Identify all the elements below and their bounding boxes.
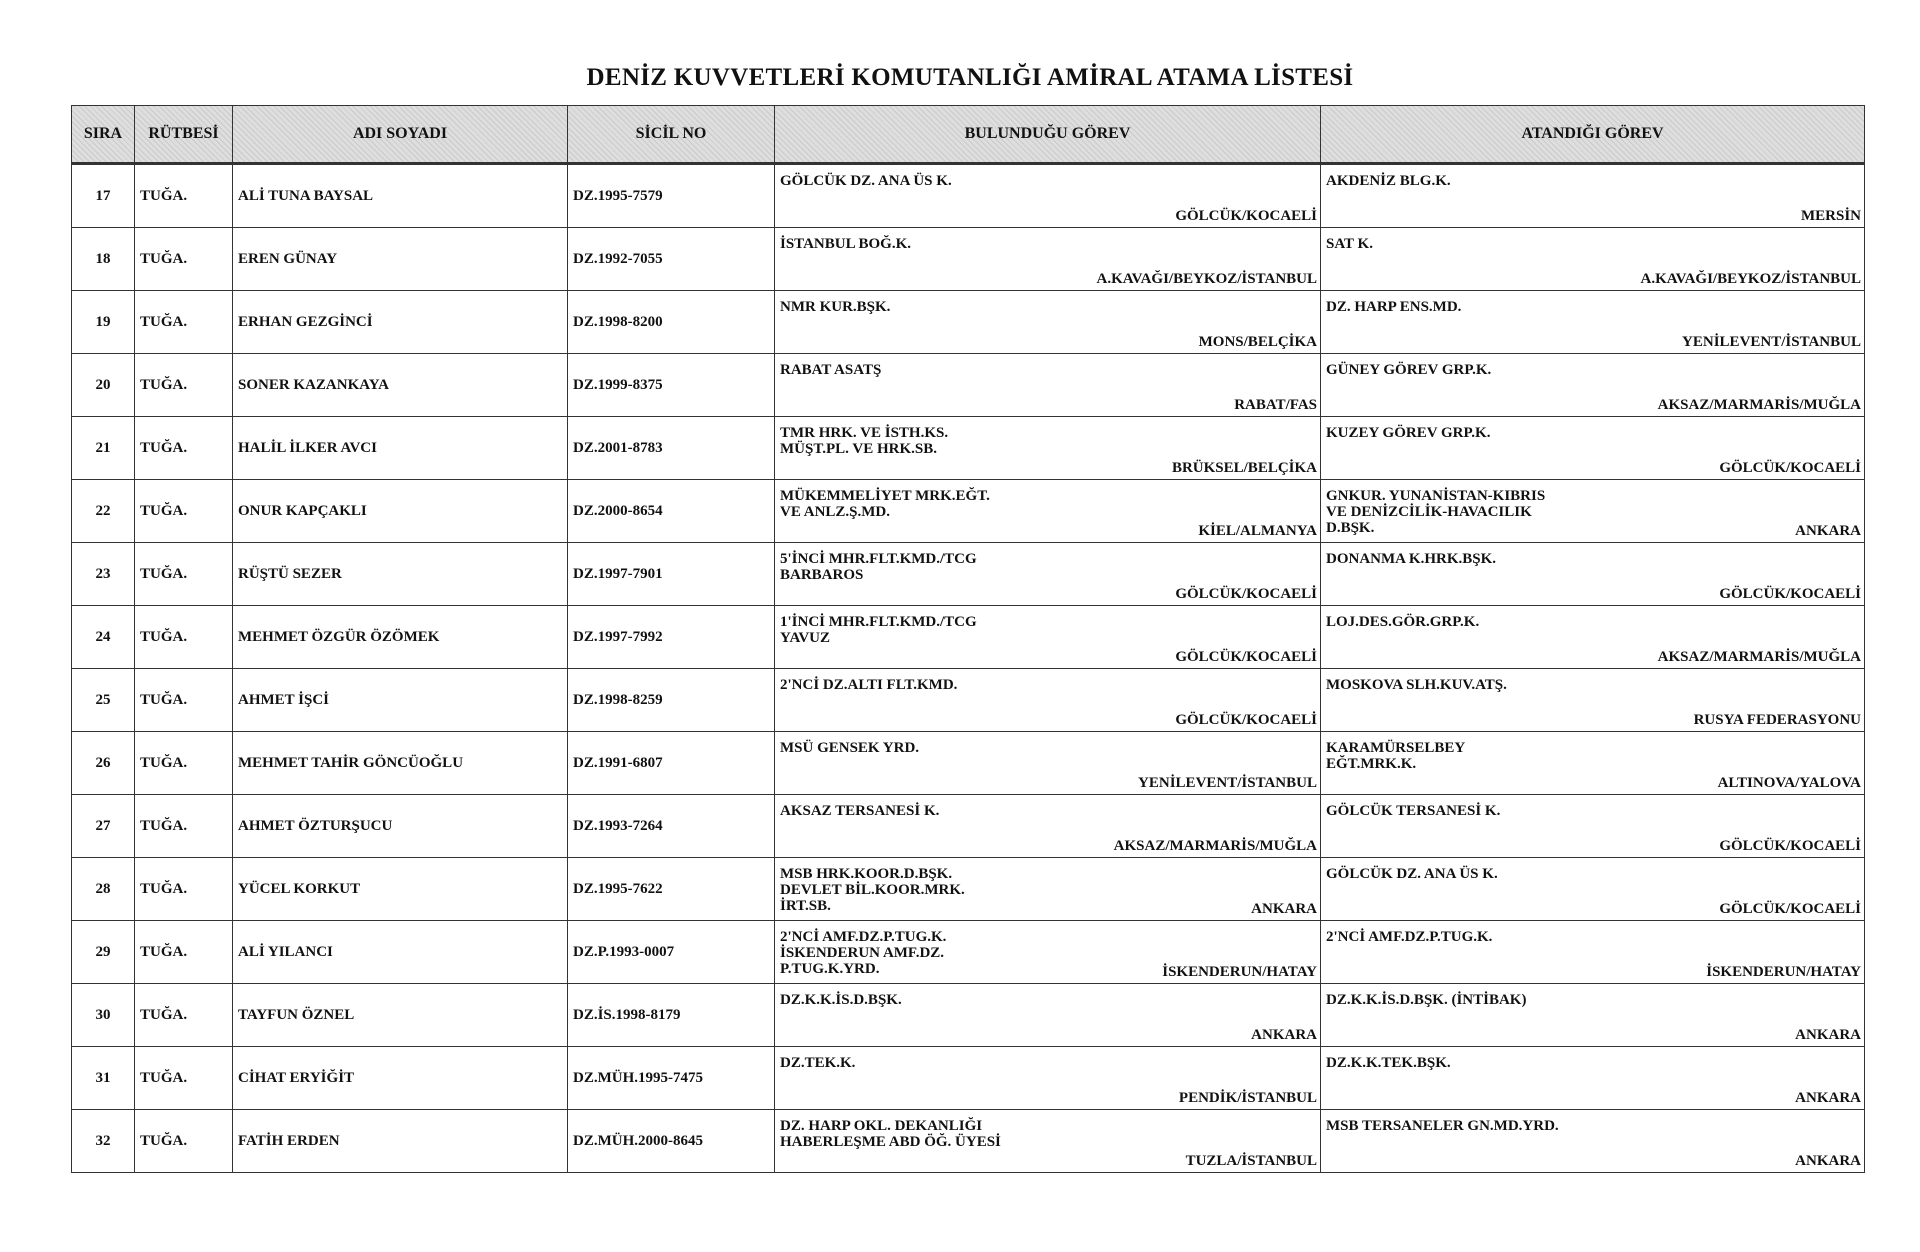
sira-cell: 25 bbox=[72, 669, 135, 732]
table-row bbox=[72, 480, 1865, 543]
bulundugu-cell bbox=[775, 606, 1321, 669]
bulundugu-location: GÖLCÜK/KOCAELİ bbox=[1175, 208, 1317, 224]
sira-cell: 24 bbox=[72, 606, 135, 669]
atandigi-gorev-text: KUZEY GÖREV GRP.K. bbox=[1326, 425, 1491, 441]
atandigi-gorev-text: KARAMÜRSELBEY EĞT.MRK.K. bbox=[1326, 740, 1466, 772]
sicil-cell: DZ.1993-7264 bbox=[568, 795, 775, 858]
table-row bbox=[72, 291, 1865, 354]
bulundugu-cell bbox=[775, 228, 1321, 291]
atandigi-gorev-text: MOSKOVA SLH.KUV.ATŞ. bbox=[1326, 677, 1507, 693]
atandigi-gorev-text: MSB TERSANELER GN.MD.YRD. bbox=[1326, 1118, 1559, 1134]
bulundugu-cell bbox=[775, 291, 1321, 354]
atandigi-cell bbox=[1321, 228, 1865, 291]
name-cell: TAYFUN ÖZNEL bbox=[233, 984, 568, 1047]
sicil-cell: DZ.1997-7901 bbox=[568, 543, 775, 606]
name-cell: YÜCEL KORKUT bbox=[233, 858, 568, 921]
bulundugu-gorev-text: 2'NCİ AMF.DZ.P.TUG.K. İSKENDERUN AMF.DZ. P.TUG.K.YRD. bbox=[780, 929, 947, 977]
atandigi-location: RUSYA FEDERASYONU bbox=[1693, 712, 1861, 728]
sicil-cell: DZ.1997-7992 bbox=[568, 606, 775, 669]
sicil-cell: DZ.1995-7579 bbox=[568, 164, 775, 228]
atandigi-gorev-text: AKDENİZ BLG.K. bbox=[1326, 173, 1451, 189]
name-cell: ONUR KAPÇAKLI bbox=[233, 480, 568, 543]
atandigi-cell bbox=[1321, 417, 1865, 480]
rutbe-cell: TUĞA. bbox=[135, 984, 233, 1047]
sira-cell: 27 bbox=[72, 795, 135, 858]
atandigi-cell bbox=[1321, 354, 1865, 417]
bulundugu-location: ANKARA bbox=[1251, 901, 1317, 917]
bulundugu-gorev-text: MSÜ GENSEK YRD. bbox=[780, 740, 920, 756]
sicil-cell: DZ.MÜH.1995-7475 bbox=[568, 1047, 775, 1110]
atandigi-gorev-text: 2'NCİ AMF.DZ.P.TUG.K. bbox=[1326, 929, 1493, 945]
sicil-cell: DZ.2000-8654 bbox=[568, 480, 775, 543]
atandigi-cell bbox=[1321, 606, 1865, 669]
atandigi-cell bbox=[1321, 480, 1865, 543]
sira-cell: 29 bbox=[72, 921, 135, 984]
bulundugu-location: BRÜKSEL/BELÇİKA bbox=[1171, 460, 1317, 476]
bulundugu-cell bbox=[775, 858, 1321, 921]
header-atandigi-gorev: ATANDIĞI GÖREV bbox=[1321, 106, 1865, 164]
sicil-cell: DZ.1998-8200 bbox=[568, 291, 775, 354]
table-row bbox=[72, 417, 1865, 480]
header-bulundugu-gorev: BULUNDUĞU GÖREV bbox=[775, 106, 1321, 164]
bulundugu-location: ANKARA bbox=[1251, 1027, 1317, 1043]
sira-cell: 19 bbox=[72, 291, 135, 354]
atandigi-location: ANKARA bbox=[1795, 1090, 1861, 1106]
bulundugu-cell bbox=[775, 921, 1321, 984]
name-cell: RÜŞTÜ SEZER bbox=[233, 543, 568, 606]
sira-cell: 30 bbox=[72, 984, 135, 1047]
header-adi-soyadi: ADI SOYADI bbox=[233, 106, 568, 164]
atandigi-cell bbox=[1321, 291, 1865, 354]
bulundugu-location: GÖLCÜK/KOCAELİ bbox=[1175, 586, 1317, 602]
atandigi-location: GÖLCÜK/KOCAELİ bbox=[1719, 460, 1861, 476]
rutbe-cell: TUĞA. bbox=[135, 669, 233, 732]
table-row bbox=[72, 795, 1865, 858]
atandigi-cell bbox=[1321, 1110, 1865, 1173]
table-row bbox=[72, 606, 1865, 669]
rutbe-cell: TUĞA. bbox=[135, 921, 233, 984]
bulundugu-location: A.KAVAĞI/BEYKOZ/İSTANBUL bbox=[1096, 271, 1317, 287]
rutbe-cell: TUĞA. bbox=[135, 543, 233, 606]
bulundugu-gorev-text: MSB HRK.KOOR.D.BŞK. DEVLET BİL.KOOR.MRK. İRT.SB. bbox=[780, 866, 965, 914]
bulundugu-gorev-text: DZ.TEK.K. bbox=[780, 1055, 856, 1071]
name-cell: AHMET ÖZTURŞUCU bbox=[233, 795, 568, 858]
sira-cell: 26 bbox=[72, 732, 135, 795]
table-row bbox=[72, 354, 1865, 417]
sicil-cell: DZ.İS.1998-8179 bbox=[568, 984, 775, 1047]
sira-cell: 22 bbox=[72, 480, 135, 543]
header-row bbox=[72, 106, 1865, 164]
rutbe-cell: TUĞA. bbox=[135, 858, 233, 921]
header-sira: SIRA bbox=[72, 106, 135, 164]
sira-cell: 18 bbox=[72, 228, 135, 291]
bulundugu-gorev-text: MÜKEMMELİYET MRK.EĞT. VE ANLZ.Ş.MD. bbox=[780, 488, 990, 520]
bulundugu-cell bbox=[775, 732, 1321, 795]
bulundugu-gorev-text: AKSAZ TERSANESİ K. bbox=[780, 803, 940, 819]
bulundugu-gorev-text: 2'NCİ DZ.ALTI FLT.KMD. bbox=[780, 677, 958, 693]
table-body bbox=[72, 164, 1865, 1173]
bulundugu-cell bbox=[775, 984, 1321, 1047]
atandigi-gorev-text: GÖLCÜK DZ. ANA ÜS K. bbox=[1326, 866, 1498, 882]
bulundugu-gorev-text: DZ.K.K.İS.D.BŞK. bbox=[780, 992, 902, 1008]
sira-cell: 23 bbox=[72, 543, 135, 606]
bulundugu-cell bbox=[775, 164, 1321, 228]
atandigi-location: ANKARA bbox=[1795, 1153, 1861, 1169]
sicil-cell: DZ.1998-8259 bbox=[568, 669, 775, 732]
rutbe-cell: TUĞA. bbox=[135, 291, 233, 354]
atandigi-cell bbox=[1321, 1047, 1865, 1110]
table-row bbox=[72, 858, 1865, 921]
bulundugu-gorev-text: GÖLCÜK DZ. ANA ÜS K. bbox=[780, 173, 952, 189]
sira-cell: 31 bbox=[72, 1047, 135, 1110]
sicil-cell: DZ.2001-8783 bbox=[568, 417, 775, 480]
table-row bbox=[72, 1047, 1865, 1110]
atandigi-gorev-text: DZ. HARP ENS.MD. bbox=[1326, 299, 1462, 315]
bulundugu-gorev-text: TMR HRK. VE İSTH.KS. MÜŞT.PL. VE HRK.SB. bbox=[780, 425, 949, 457]
bulundugu-location: YENİLEVENT/İSTANBUL bbox=[1138, 775, 1317, 791]
atandigi-cell bbox=[1321, 164, 1865, 228]
atandigi-cell bbox=[1321, 921, 1865, 984]
bulundugu-cell bbox=[775, 543, 1321, 606]
atandigi-location: AKSAZ/MARMARİS/MUĞLA bbox=[1657, 397, 1861, 413]
sira-cell: 21 bbox=[72, 417, 135, 480]
bulundugu-location: RABAT/FAS bbox=[1234, 397, 1317, 413]
bulundugu-location: AKSAZ/MARMARİS/MUĞLA bbox=[1113, 838, 1317, 854]
bulundugu-gorev-text: 5'İNCİ MHR.FLT.KMD./TCG BARBAROS bbox=[780, 551, 977, 583]
rutbe-cell: TUĞA. bbox=[135, 1110, 233, 1173]
assignment-table bbox=[71, 105, 1865, 1173]
rutbe-cell: TUĞA. bbox=[135, 732, 233, 795]
atandigi-location: AKSAZ/MARMARİS/MUĞLA bbox=[1657, 649, 1861, 665]
atandigi-cell bbox=[1321, 543, 1865, 606]
bulundugu-cell bbox=[775, 354, 1321, 417]
bulundugu-cell bbox=[775, 669, 1321, 732]
atandigi-location: GÖLCÜK/KOCAELİ bbox=[1719, 586, 1861, 602]
bulundugu-cell bbox=[775, 1047, 1321, 1110]
bulundugu-gorev-text: NMR KUR.BŞK. bbox=[780, 299, 891, 315]
sicil-cell: DZ.1995-7622 bbox=[568, 858, 775, 921]
bulundugu-location: PENDİK/İSTANBUL bbox=[1178, 1090, 1317, 1106]
atandigi-location: ANKARA bbox=[1795, 523, 1861, 539]
name-cell: HALİL İLKER AVCI bbox=[233, 417, 568, 480]
name-cell: CİHAT ERYİĞİT bbox=[233, 1047, 568, 1110]
rutbe-cell: TUĞA. bbox=[135, 354, 233, 417]
header-rutbesi: RÜTBESİ bbox=[135, 106, 233, 164]
bulundugu-location: KİEL/ALMANYA bbox=[1198, 523, 1317, 539]
sira-cell: 17 bbox=[72, 164, 135, 228]
atandigi-location: A.KAVAĞI/BEYKOZ/İSTANBUL bbox=[1640, 271, 1861, 287]
bulundugu-cell bbox=[775, 795, 1321, 858]
atandigi-location: GÖLCÜK/KOCAELİ bbox=[1719, 901, 1861, 917]
atandigi-location: MERSİN bbox=[1800, 208, 1861, 224]
table-row bbox=[72, 543, 1865, 606]
table-row bbox=[72, 732, 1865, 795]
name-cell: MEHMET TAHİR GÖNCÜOĞLU bbox=[233, 732, 568, 795]
rutbe-cell: TUĞA. bbox=[135, 228, 233, 291]
atandigi-cell bbox=[1321, 669, 1865, 732]
atandigi-location: GÖLCÜK/KOCAELİ bbox=[1719, 838, 1861, 854]
table-row bbox=[72, 984, 1865, 1047]
sicil-cell: DZ.1999-8375 bbox=[568, 354, 775, 417]
bulundugu-gorev-text: RABAT ASATŞ bbox=[780, 362, 882, 378]
atandigi-location: ALTINOVA/YALOVA bbox=[1717, 775, 1861, 791]
rutbe-cell: TUĞA. bbox=[135, 480, 233, 543]
atandigi-gorev-text: GNKUR. YUNANİSTAN-KIBRIS VE DENİZCİLİK-HAVACILIK D.BŞK. bbox=[1326, 488, 1546, 536]
atandigi-location: ANKARA bbox=[1795, 1027, 1861, 1043]
bulundugu-gorev-text: İSTANBUL BOĞ.K. bbox=[780, 236, 912, 252]
bulundugu-location: GÖLCÜK/KOCAELİ bbox=[1175, 649, 1317, 665]
atandigi-cell bbox=[1321, 858, 1865, 921]
bulundugu-location: MONS/BELÇİKA bbox=[1198, 334, 1317, 350]
bulundugu-cell bbox=[775, 417, 1321, 480]
name-cell: ERHAN GEZGİNCİ bbox=[233, 291, 568, 354]
name-cell: MEHMET ÖZGÜR ÖZÖMEK bbox=[233, 606, 568, 669]
name-cell: ALİ YILANCI bbox=[233, 921, 568, 984]
rutbe-cell: TUĞA. bbox=[135, 795, 233, 858]
sira-cell: 20 bbox=[72, 354, 135, 417]
name-cell: EREN GÜNAY bbox=[233, 228, 568, 291]
table-row bbox=[72, 1110, 1865, 1173]
rutbe-cell: TUĞA. bbox=[135, 164, 233, 228]
bulundugu-location: TUZLA/İSTANBUL bbox=[1185, 1153, 1317, 1169]
atandigi-location: İSKENDERUN/HATAY bbox=[1706, 964, 1861, 980]
bulundugu-gorev-text: DZ. HARP OKL. DEKANLIĞI HABERLEŞME ABD ÖĞ. ÜYESİ bbox=[780, 1118, 1001, 1150]
bulundugu-location: İSKENDERUN/HATAY bbox=[1162, 964, 1317, 980]
rutbe-cell: TUĞA. bbox=[135, 606, 233, 669]
bulundugu-cell bbox=[775, 480, 1321, 543]
sira-cell: 28 bbox=[72, 858, 135, 921]
sicil-cell: DZ.1991-6807 bbox=[568, 732, 775, 795]
atandigi-cell bbox=[1321, 984, 1865, 1047]
rutbe-cell: TUĞA. bbox=[135, 1047, 233, 1110]
header-sicil-no: SİCİL NO bbox=[568, 106, 775, 164]
rutbe-cell: TUĞA. bbox=[135, 417, 233, 480]
name-cell: ALİ TUNA BAYSAL bbox=[233, 164, 568, 228]
table-row bbox=[72, 921, 1865, 984]
atandigi-gorev-text: GÖLCÜK TERSANESİ K. bbox=[1326, 803, 1501, 819]
bulundugu-gorev-text: 1'İNCİ MHR.FLT.KMD./TCG YAVUZ bbox=[780, 614, 977, 646]
atandigi-gorev-text: LOJ.DES.GÖR.GRP.K. bbox=[1326, 614, 1480, 630]
atandigi-gorev-text: DZ.K.K.TEK.BŞK. bbox=[1326, 1055, 1451, 1071]
atandigi-gorev-text: GÜNEY GÖREV GRP.K. bbox=[1326, 362, 1492, 378]
document-title: DENİZ KUVVETLERİ KOMUTANLIĞI AMİRAL ATAMA LİSTESİ bbox=[586, 64, 1354, 91]
atandigi-gorev-text: DZ.K.K.İS.D.BŞK. (İNTİBAK) bbox=[1326, 992, 1527, 1008]
sicil-cell: DZ.1992-7055 bbox=[568, 228, 775, 291]
bulundugu-cell bbox=[775, 1110, 1321, 1173]
sira-cell: 32 bbox=[72, 1110, 135, 1173]
atandigi-gorev-text: DONANMA K.HRK.BŞK. bbox=[1326, 551, 1497, 567]
name-cell: FATİH ERDEN bbox=[233, 1110, 568, 1173]
sicil-cell: DZ.P.1993-0007 bbox=[568, 921, 775, 984]
atandigi-gorev-text: SAT K. bbox=[1326, 236, 1373, 252]
table-row bbox=[72, 669, 1865, 732]
table-row bbox=[72, 164, 1865, 228]
atandigi-cell bbox=[1321, 732, 1865, 795]
sicil-cell: DZ.MÜH.2000-8645 bbox=[568, 1110, 775, 1173]
name-cell: AHMET İŞCİ bbox=[233, 669, 568, 732]
bulundugu-location: GÖLCÜK/KOCAELİ bbox=[1175, 712, 1317, 728]
name-cell: SONER KAZANKAYA bbox=[233, 354, 568, 417]
atandigi-cell bbox=[1321, 795, 1865, 858]
table-row bbox=[72, 228, 1865, 291]
atandigi-location: YENİLEVENT/İSTANBUL bbox=[1682, 334, 1861, 350]
